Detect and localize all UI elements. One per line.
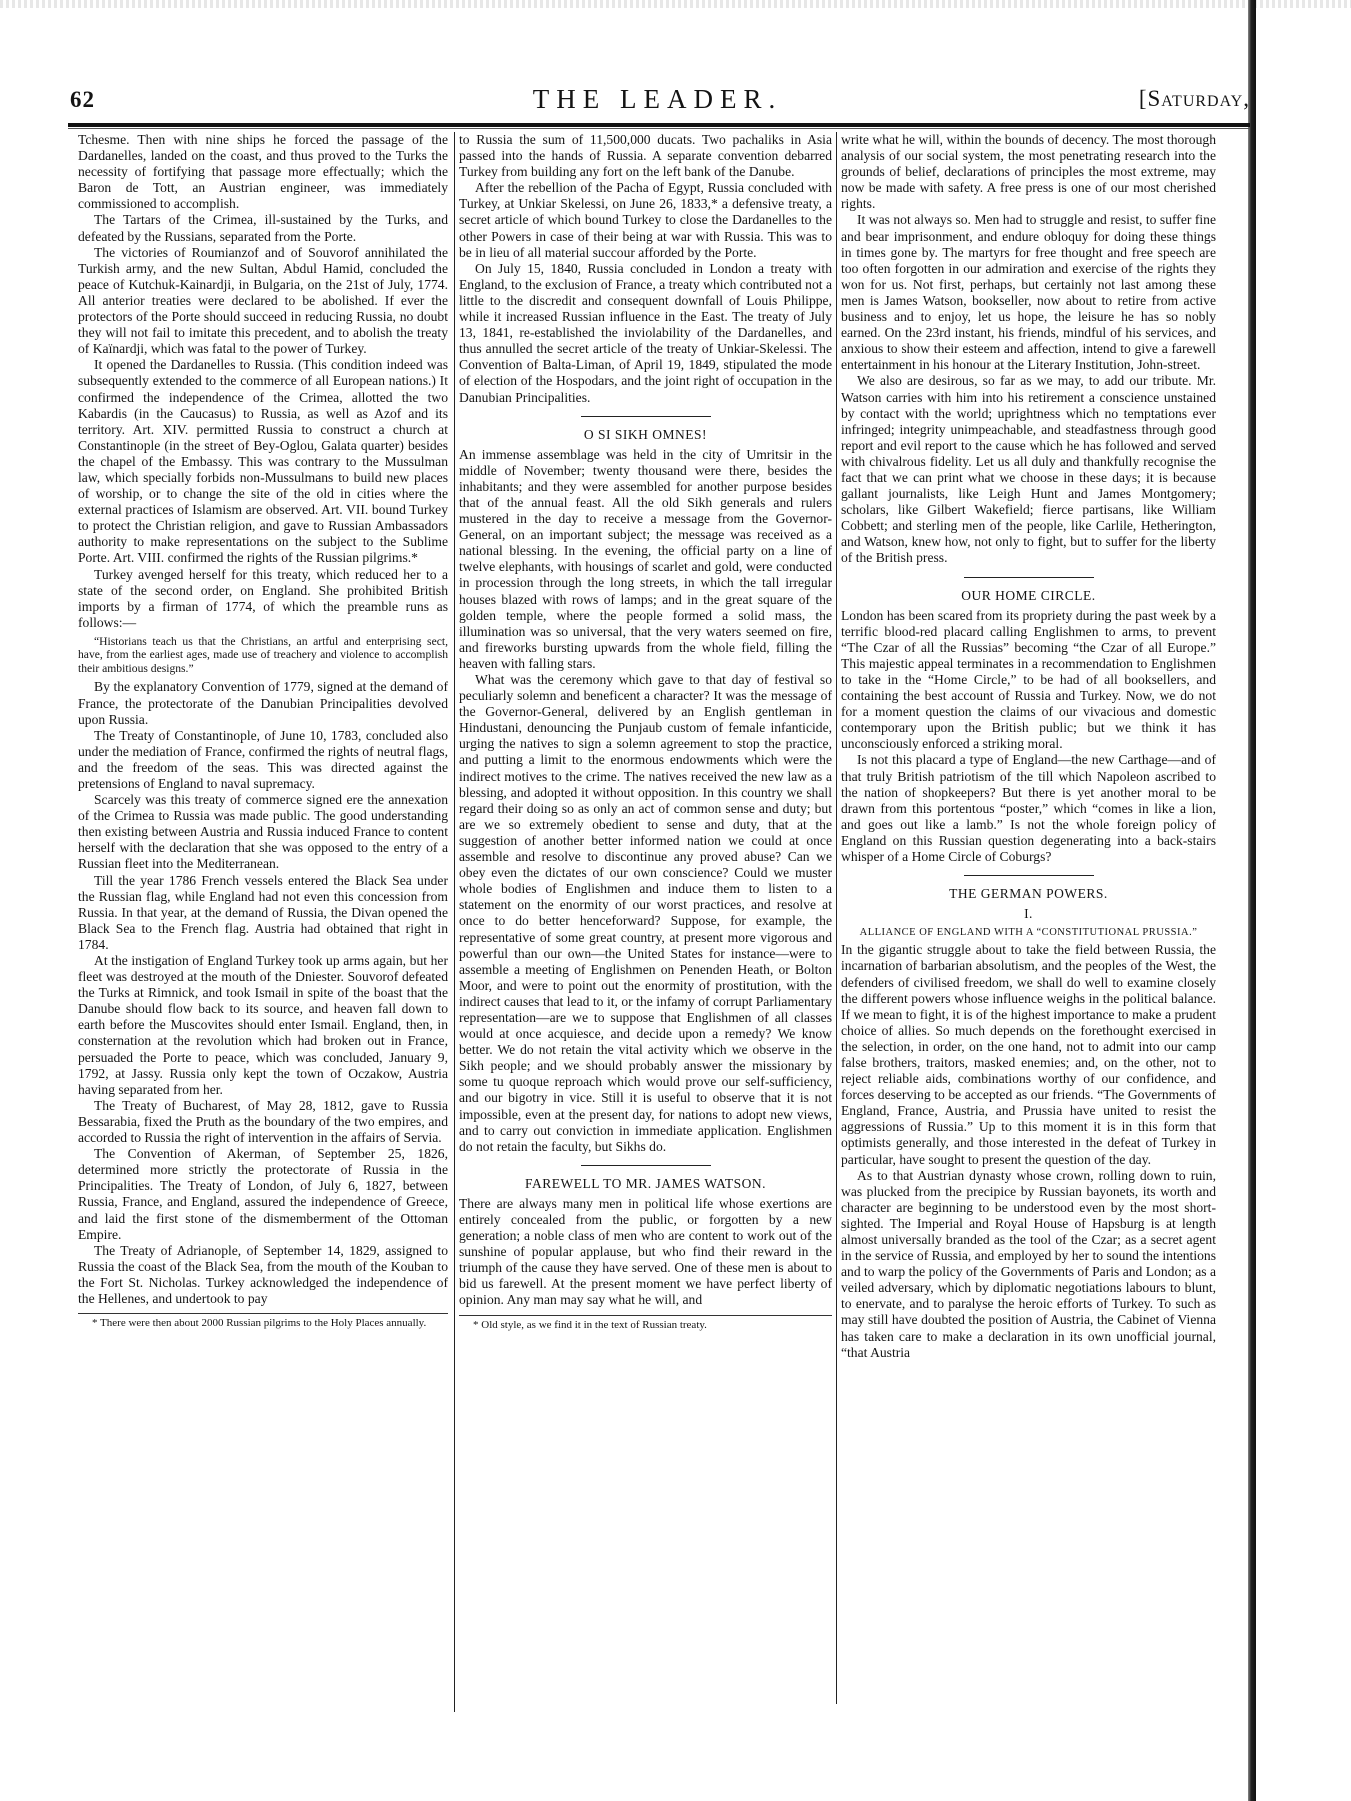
paragraph: Till the year 1786 French vessels entered the Black Sea under the Russian flag, while England had not even this concession from Russia. In that year, at the demand of Russia, the Divan opened the Black Sea to the French flag. Austria had obtained that right in 1784. — [78, 872, 448, 952]
paragraph: At the instigation of England Turkey took up arms again, but her fleet was destroyed at the mouth of the Dniester. Souvorof defeated the Turks at Rimnick, and took Ismail in spite of the boast that the Danube should flow back to its source, and heaven fall down to earth before the Muscovites should enter Ismail. England, then, in consternation at the revolution which had broken out in France, persuaded the Porte to peace, which was concluded, January 9, 1792, at Jassy. Russia only kept the town of Oczakow, Austria having separated from her. — [78, 953, 448, 1097]
section-separator — [581, 1165, 711, 1166]
masthead-rule-thin — [68, 128, 1250, 129]
paragraph: What was the ceremony which gave to that day of festival so peculiarly solemn and beneficent a character? It was the message of the Governor-General, delivered by an English gentleman in Hindustani, denouncing the Punjaub custom of female infanticide, urging the natives to sign a solemn agreement to stop the practice, and putting a limit to the enormous endowments which were the indirect motives to the crime. The natives received the new law as a blessing, and adopted it without opposition. In this country we shall regard their doing so as only an act of common sense and duty; but are we so extremely obedient to sense and duty, that at the suggestion of another better informed nation we could at once assemble and resolve to discontinue any proved abuse? Can we obey even the dictates of our own conscience? Could we muster whole bodies of Englishmen and induce them to listen to a statement on the enormity of our worst practices, and resolve at once to do better henceforward? Suppose, for example, the representative of some great country, at present more vigorous and powerful than our own—the United States for instance—were to assemble a meeting of Englishmen on Penenden Heath, or Bolton Moor, and were to point out the enormity of prostitution, with the indirect causes that lead to it, or the infamy of corrupt Parliamentary representation—are we to suppose that Englishmen of all classes would at once acquiesce, and decide upon a remedy? We know better. We do not retain the vital activity which we observe in the Sikh people; and we should probably answer the missionary by some tu quoque reproach which would prove our self-sufficiency, and our bigotry in vice. Still it is useful to observe that it is not impossible, even at the present day, for nations to adopt new views, and to carry out conviction in immediate application. Englishmen do not retain the faculty, but Sikhs do. — [459, 672, 832, 1154]
german-powers-article — [841, 886, 1216, 1361]
article-subheading: ALLIANCE OF ENGLAND WITH A “CONSTITUTIONAL PRUSSIA.” — [859, 927, 1198, 939]
sikh-article — [459, 427, 832, 1155]
column-divider-1 — [454, 132, 455, 1712]
paragraph: In the gigantic struggle about to take the field between Russia, the incarnation of barbarian absolutism, and the peoples of the West, the defenders of civilised freedom, we shall do well to examine closely the different powers whose influence weighs in the political balance. If we mean to fight, it is of the highest importance to make a prudent choice of allies. So much depends on the forethought exercised in the selection, in order, on the one hand, not to admit into our camp false brothers, traitors, masked enemies; and, on the other, not to reject reliable aids, combinations worthy of our confidence, and forces deserving to be accepted as our friends. “The Governments of England, France, Austria, and Prussia have united to resist the aggressions of Russia.” Up to this moment it is in this form that optimists generally, and those interested in the defeat of Turkey in particular, have sought to present the question of the day. — [841, 942, 1216, 1167]
paragraph: By the explanatory Convention of 1779, signed at the demand of France, the protectorate of the Danubian Principalities devolved upon Russia. — [78, 679, 448, 727]
paragraph: Tchesme. Then with nine ships he forced the passage of the Dardanelles, landed on the coast, and thus proved to the Turks the necessity of fortifying that passage more effectually; which the Baron de Tott, an Austrian engineer, was immediately commissioned to accomplish. — [78, 132, 448, 212]
footnote: * There were then about 2000 Russian pilgrims to the Holy Places annually. — [92, 1317, 427, 1330]
paragraph: write what he will, within the bounds of decency. The most thorough analysis of our social system, the most penetrating research into the grounds of belief, declarations of principles the most extreme, may now be made with safety. A free press is one of our most cherished rights. — [841, 132, 1216, 212]
treaties-article — [78, 132, 448, 1307]
paragraph: The Treaty of Constantinople, of June 10, 1783, concluded also under the mediation of France, confirmed the rights of neutral flags, and the freedom of the seas. This was directed against the pretensions of England to naval supremacy. — [78, 727, 448, 791]
section-separator — [581, 416, 711, 417]
block-quote: “Historians teach us that the Christians, an artful and enterprising sect, have, from the earliest ages, made use of treachery and violence to accomplish their ambitious designs.” — [78, 634, 448, 675]
paragraph: It opened the Dardanelles to Russia. (This condition indeed was subsequently extended to the commerce of all European nations.) It confirmed the independence of the Crimea, allotted the two Kabardis (in the Caucasus) to Russia, as well as Azof and its territory. Art. XIV. permitted Russia to construct a church at Constantinople (in the street of Bey-Oglou, Galata quarter) besides the chapel of the Embassy. This was contrary to the Mussulman law, which specially forbids non-Mussulmans to build new places of worship, or to change the site of the old in cities where the external practices of Islamism are observed. Art. VII. bound Turkey to protect the Christian religion, and gave to Russian Ambassadors authority to make representations on the subject to the Sublime Porte. Art. VIII. confirmed the rights of the Russian pilgrims.* — [78, 357, 448, 566]
masthead-rule — [68, 123, 1250, 127]
footnote-rule — [459, 1315, 832, 1316]
watson-article-continued — [841, 132, 1216, 567]
paragraph: It was not always so. Men had to struggle and resist, to suffer fine and bear imprisonment, and endure obloquy for doing these things in times gone by. The martyrs for free thought and free speech are too often forgotten in our admiration and exercise of the rights they won for us. Not first, perhaps, but certainly not last among these men is James Watson, bookseller, now about to retire from active business and to enjoy, let us hope, the leisure he has so nobly earned. On the 23rd instant, his friends, mindful of his services, and anxious to show their esteem and affection, intend to give a farewell entertainment in his honour at the Literary Institution, John-street. — [841, 212, 1216, 373]
paragraph: The Treaty of Bucharest, of May 28, 1812, gave to Russia Bessarabia, fixed the Pruth as the boundary of the two empires, and accorded to Russia the right of intervention in the affairs of Servia. — [78, 1097, 448, 1146]
article-heading: OUR HOME CIRCLE. — [961, 587, 1096, 603]
article-heading: THE GERMAN POWERS. — [949, 886, 1108, 902]
paragraph: Is not this placard a type of England—the new Carthage—and of that truly British patriotism of the till which Napoleon ascribed to the nation of shopkeepers? But there is yet another moral to be drawn from this portentous “poster,” which “comes in like a lion, and goes out like a lamb.” Is not the whole foreign policy of England on this Russian question degenerating into a back-stairs whisper of a Home Circle of Coburgs? — [841, 752, 1216, 865]
column-1 — [78, 132, 448, 1330]
paragraph: The Treaty of Adrianople, of September 14, 1829, assigned to Russia the coast of the Black Sea, from the mouth of the Kouban to the Fort St. Nicholas. Turkey acknowledged the independence of the Hellenes, and undertook to pay — [78, 1242, 448, 1306]
paragraph: We also are desirous, so far as we may, to add our tribute. Mr. Watson carries with him into his retirement a conscience unstained by contact with the world; uprightness which no temptations ever infringed; integrity unimpeachable, and steadfastness through good report and evil report to the cause which he has followed and served with chivalrous fidelity. Let us all duly and thankfully recognise the fact that we can print what we choose in these days; it is because gallant journalists, like Leigh Hunt and James Montgomery; scholars, like Gilbert Wakefield; fierce partisans, like William Cobbett; and sterling men of the people, like Carlile, Hetherington, and Watson, knew how, not only to fight, but to suffer for the liberty of the British press. — [841, 373, 1216, 566]
paragraph: As to that Austrian dynasty whose crown, rolling down to ruin, was plucked from the precipice by Russian bayonets, its worth and character are beginning to be understood even by the most short-sighted. The Imperial and Royal House of Hapsburg is at length almost universally branded as the tool of the Czar; as a secret agent in the service of Russia, and employed by her to sound the intentions and to warp the policy of the Governments of Paris and London; as a veiled adversary, which by diplomatic negotiations labours to blunt, to enervate, and to paralyse the heroic efforts of Turkey. To such as may still have doubted the position of Austria, the Cabinet of Vienna has taken care to make a declaration in its own unofficial journal, “that Austria — [841, 1167, 1216, 1360]
paragraph: Turkey avenged herself for this treaty, which reduced her to a state of the second order, on England. She prohibited British imports by a firman of 1774, of which the preamble runs as follows:— — [78, 566, 448, 630]
article-heading: O SI SIKH OMNES! — [583, 426, 708, 442]
page-top-edge — [0, 0, 1351, 8]
page-number: 62 — [70, 87, 95, 112]
home-circle-article — [841, 588, 1216, 866]
paragraph: There are always many men in political life whose exertions are entirely concealed from the public, or forgotten by a new generation; a noble class of men who are content to work out of the sunshine of popular applause, but who find their reward in the triumph of the cause they have served. One of these men is about to bid us farewell. At the present moment we have perfect liberty of opinion. Any man may say what he will, and — [459, 1195, 832, 1308]
paragraph: The Convention of Akerman, of September 25, 1826, determined more strictly the protectorate of Russia in the Principalities. The Treaty of London, of July 6, 1827, between Russia, France, and England, assured the independence of Greece, and laid the first stone of the dismemberment of the Ottoman Empire. — [78, 1146, 448, 1242]
page-binding-edge — [1248, 0, 1256, 1801]
column-2 — [459, 132, 832, 1332]
paragraph: Scarcely was this treaty of commerce signed ere the annexation of the Crimea to Russia was made public. The good understanding then existing between Austria and Russia induced France to content herself with the declaration that she was opposed to the entry of a Russian fleet into the Mediterranean. — [78, 792, 448, 872]
paragraph: The victories of Roumianzof and of Souvorof annihilated the Turkish army, and the new Sultan, Abdul Hamid, concluded the peace of Kutchuk-Kainardji, in Bulgaria, on the 21st of July, 1774. All anterior treaties were declared to be abolished. If ever the protectors of the Porte should succeed in reducing Russia, no doubt they will not fail to imitate this precedent, and to abolish the treaty of Kaïnardji, which was fatal to the power of Turkey. — [78, 244, 448, 357]
article-heading: FAREWELL TO MR. JAMES WATSON. — [524, 1175, 767, 1191]
paragraph: The Tartars of the Crimea, ill-sustained by the Turks, and defeated by the Russians, separated from the Porte. — [78, 212, 448, 244]
masthead — [65, 84, 1250, 124]
paragraph: to Russia the sum of 11,500,000 ducats. Two pachaliks in Asia passed into the hands of Russia. A separate convention debarred Turkey from building any fort on the left bank of the Danube. — [459, 132, 832, 180]
footnote: * Old style, as we find it in the text of Russian treaty. — [473, 1318, 707, 1331]
column-divider-2 — [836, 132, 837, 1704]
section-separator — [964, 577, 1094, 578]
paragraph: London has been scared from its propriety during the past week by a terrific blood-red placard calling Englishmen to arms, to prevent “The Czar of all the Russias” becoming “the Czar of all Europe.” This majestic appeal terminates in a recommendation to Englishmen to take in the “Home Circle,” to be had of all booksellers, and containing the best account of Russia and Turkey. Now, we do not for a moment question the claims of our vivacious and domestic contemporary upon the British public; but we think it has unconsciously enforced a striking moral. — [841, 607, 1216, 752]
paragraph: On July 15, 1840, Russia concluded in London a treaty with England, to the exclusion of France, a treaty which contributed not a little to the discredit and consequent downfall of Louis Philippe, while it increased Russian influence in the East. The treaty of July 13, 1841, re-established the inviolability of the Dardanelles, and thus annulled the secret article of the treaty of Unkiar-Skelessi. The Convention of Balta-Liman, of April 19, 1849, stipulated the mode of election of the Hospodars, and the joint right of occupation in the Danubian Principalities. — [459, 260, 832, 405]
paragraph: An immense assemblage was held in the city of Umritsir in the middle of November; twenty thousand were there, besides the inhabitants; and they were assembled for another purpose besides that of the annual feast. All the old Sikh generals and rulers mustered in the day to receive a message from the Governor-General, on an important subject; the message was received as a national blessing. In the evening, the official party on a line of twelve elephants, with housings of scarlet and gold, were conducted in procession through the long streets, in which the tall irregular houses blazed with rows of lamps; and in the great square of the golden temple, where the people formed a solid mass, the illumination was so universal, that the very waters seemed on fire, and fireworks bursting upwards from the whole field, filling the heaven with falling stars. — [459, 446, 832, 671]
newspaper-title: THE LEADER. — [532, 84, 783, 114]
paragraph: After the rebellion of the Pacha of Egypt, Russia concluded with Turkey, at Unkiar Skelessi, on June 26, 1833,* a defensive treaty, a secret article of which bound Turkey to close the Dardanelles to the other Powers in case of their being at war with Russia. This was to be in lieu of all material succour afforded by the Porte. — [459, 180, 832, 260]
section-separator — [964, 875, 1094, 876]
column-3 — [841, 132, 1216, 1361]
issue-day: [Saturday, — [1138, 86, 1250, 111]
article-part-numeral: I. — [1024, 906, 1033, 922]
footnote-rule — [78, 1313, 448, 1314]
watson-article — [459, 1176, 832, 1309]
